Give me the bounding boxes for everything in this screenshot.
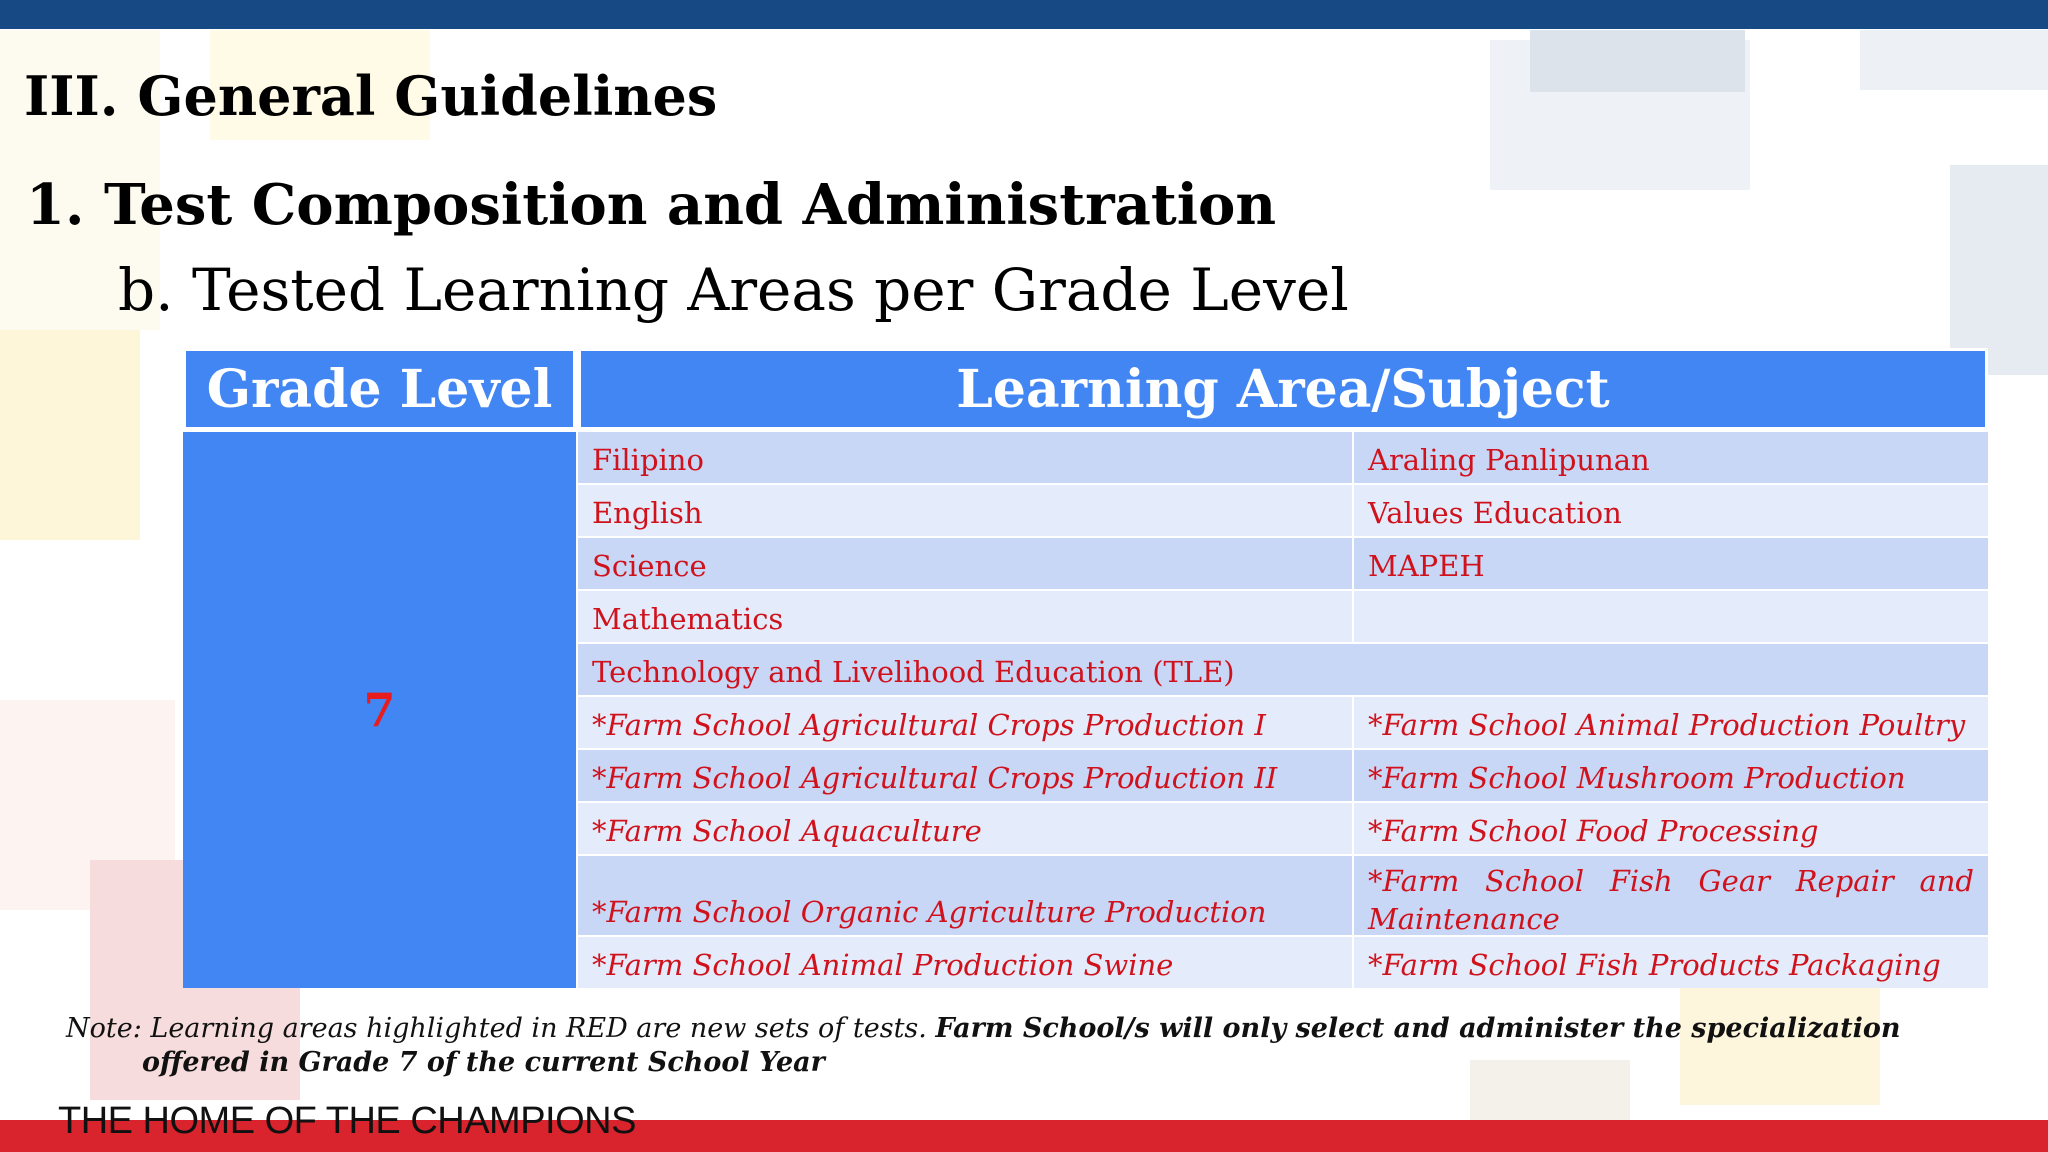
section-title: III. General Guidelines	[24, 64, 718, 128]
top-bar	[0, 0, 2048, 29]
subject-cell: *Farm School Food Processing	[1354, 803, 1988, 854]
subject-cell: Filipino	[578, 432, 1352, 483]
subject-cell: *Farm School Animal Production Poultry	[1354, 697, 1988, 748]
subject-cell: *Farm School Aquaculture	[578, 803, 1352, 854]
subject-cell	[1354, 591, 1988, 642]
subject-cell: *Farm School Fish Gear Repair and Maintenance	[1354, 856, 1988, 935]
subject-cell: Araling Panlipunan	[1354, 432, 1988, 483]
header-grade-level: Grade Level	[183, 348, 576, 430]
note-normal: Note: Learning areas highlighted in RED are new sets of tests.	[66, 1013, 936, 1044]
header-learning-area: Learning Area/Subject	[578, 348, 1988, 430]
subsection-title: 1. Test Composition and Administration	[26, 172, 1277, 238]
subject-cell: Values Education	[1354, 485, 1988, 536]
subject-cell: *Farm School Agricultural Crops Production I	[578, 697, 1352, 748]
grade-number: 7	[363, 683, 396, 737]
bg-decor-square	[1860, 30, 2048, 90]
note-text	[66, 1012, 1966, 1080]
grade-cell	[183, 432, 576, 988]
subject-cell: Science	[578, 538, 1352, 589]
sub-subsection-title: b. Tested Learning Areas per Grade Level	[118, 256, 1349, 324]
bg-decor-square	[1950, 165, 2048, 375]
note-bold-line2: offered in Grade 7 of the current School Year	[142, 1047, 825, 1078]
learning-areas-table	[183, 348, 1988, 984]
subject-cell: *Farm School Organic Agriculture Production	[578, 856, 1352, 935]
bg-decor-square	[0, 330, 140, 540]
subject-cell: *Farm School Fish Products Packaging	[1354, 937, 1988, 988]
subject-cell: Mathematics	[578, 591, 1352, 642]
note-bold-line1: Farm School/s will only select and administer the specialization	[935, 1013, 1901, 1044]
subject-cell: *Farm School Mushroom Production	[1354, 750, 1988, 801]
bg-decor-square	[1530, 30, 1745, 92]
subject-cell: *Farm School Agricultural Crops Production II	[578, 750, 1352, 801]
subject-cell: *Farm School Animal Production Swine	[578, 937, 1352, 988]
subject-cell: English	[578, 485, 1352, 536]
footer-tagline: THE HOME OF THE CHAMPIONS	[58, 1100, 636, 1142]
subject-cell-tle: Technology and Livelihood Education (TLE)	[578, 644, 1988, 695]
subject-cell: MAPEH	[1354, 538, 1988, 589]
